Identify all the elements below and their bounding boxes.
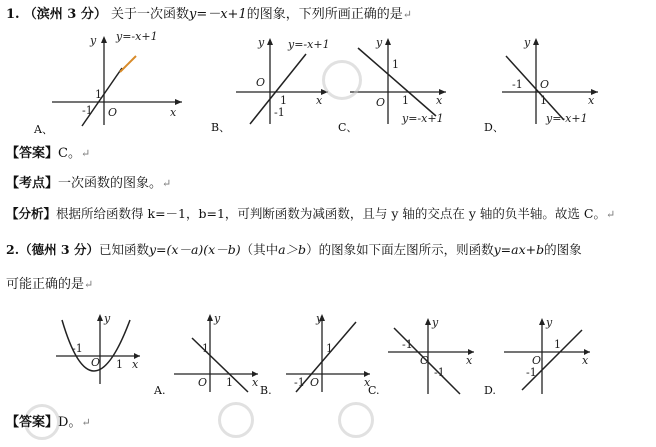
y-arrow-icon: [97, 314, 103, 321]
q2-question-mid2: ）的图象如下面左图所示，则函数: [306, 242, 494, 257]
y-label: y: [432, 316, 439, 329]
paragraph-mark: ↵: [402, 8, 412, 21]
y-label: y: [524, 36, 531, 49]
q2-graph-a: [170, 312, 262, 398]
y-arrow-icon: [425, 318, 431, 325]
q1-graph-a: [32, 30, 192, 134]
tick-label: -1: [82, 104, 93, 117]
origin-label: O: [376, 96, 386, 109]
q2-number: 2.: [6, 242, 20, 257]
paragraph-mark: ↵: [605, 208, 616, 221]
function-label: y=-x+1: [402, 112, 444, 125]
q2-option-d-label: D.: [484, 384, 496, 397]
q1-answer: [6, 145, 90, 163]
y-label: y: [316, 312, 323, 325]
q2-question-pre: 已知函数: [98, 242, 149, 257]
y-arrow-icon: [539, 318, 545, 325]
highlight-stroke: [120, 56, 136, 72]
x-label: x: [364, 376, 371, 389]
q2-graph-d: [500, 316, 596, 400]
tick-label: -1: [294, 376, 305, 389]
y-arrow-icon: [533, 38, 539, 45]
q2-answer: [6, 414, 91, 432]
tick-label: -1: [402, 338, 413, 351]
tick-label: -1: [72, 342, 83, 355]
function-label: y=-x+1: [546, 112, 588, 125]
q1-option-c-label: C、: [338, 121, 358, 134]
q2-option-b-label: B.: [260, 384, 272, 397]
watermark-logo: [218, 402, 254, 438]
q1-graph-d: [496, 34, 606, 130]
q2-line2: 可能正确的是: [6, 277, 85, 292]
paragraph-mark: ↵: [84, 278, 94, 291]
origin-label: O: [540, 78, 550, 91]
q1-source: （滨州 3 分）: [23, 7, 107, 22]
q1-question: [6, 6, 412, 24]
q2-question: [6, 241, 582, 259]
q1-kaodian: [6, 175, 171, 193]
tick-label: 1: [202, 342, 209, 355]
y-label: y: [104, 312, 111, 325]
q2-question-post: 的图象: [544, 242, 582, 257]
q2-function: y=(x－a)(x－b): [148, 242, 241, 257]
function-line: [296, 322, 356, 392]
watermark-logo: [338, 402, 374, 438]
answer-label: 【答案】: [6, 415, 59, 430]
q1-function: y=－x+1: [188, 7, 247, 22]
q2-graph-b-svg: [282, 312, 374, 394]
function-line: [522, 330, 582, 390]
q2-graph-b: [282, 312, 374, 398]
origin-label: O: [420, 354, 430, 367]
function-label: y=-x+1: [116, 30, 158, 43]
answer-value: D。: [58, 415, 82, 430]
tick-label: 1: [116, 358, 123, 371]
origin-label: O: [108, 106, 118, 119]
answer-label: 【答案】: [6, 146, 59, 161]
q2-question-line2: [6, 276, 93, 294]
q2-condition: a＞b: [278, 242, 307, 257]
q1-question-pre: 关于一次函数: [110, 7, 189, 22]
analysis-label: 【分析】: [6, 206, 57, 221]
q2-option-a-label: A.: [154, 384, 166, 397]
x-label: x: [582, 354, 589, 367]
origin-label: O: [256, 76, 266, 89]
origin-label: O: [91, 356, 101, 369]
watermark-logo: [322, 60, 362, 100]
tick-label: 1: [402, 94, 409, 107]
q1-graph-d-svg: [496, 34, 606, 126]
q1-analysis: [6, 205, 615, 224]
x-arrow-icon: [175, 99, 182, 105]
y-arrow-icon: [101, 36, 107, 43]
x-label: x: [588, 94, 595, 107]
function-label: y=-x+1: [288, 38, 330, 51]
q1-number: 1.: [6, 7, 20, 22]
tick-label: -1: [512, 78, 523, 91]
q1-option-b-label: B、: [211, 121, 231, 134]
q2-function2: y=ax+b: [493, 242, 545, 257]
kaodian-label: 【考点】: [6, 176, 59, 191]
x-label: x: [316, 94, 323, 107]
y-arrow-icon: [267, 38, 273, 45]
tick-label: -1: [526, 366, 537, 379]
x-label: x: [252, 376, 259, 389]
q2-graph-c: [384, 316, 480, 400]
q1-option-d-label: D、: [484, 121, 504, 134]
paragraph-mark: ↵: [80, 147, 91, 160]
y-label: y: [214, 312, 221, 325]
tick-label: 1: [280, 94, 287, 107]
q2-question-mid: （其中: [240, 242, 279, 257]
q1-option-a-label: A、: [34, 123, 53, 136]
x-label: x: [170, 106, 177, 119]
y-label: y: [258, 36, 265, 49]
q1-graph-a-svg: [32, 30, 192, 130]
tick-label: 1: [540, 94, 547, 107]
paragraph-mark: ↵: [162, 177, 172, 190]
y-arrow-icon: [385, 38, 391, 45]
answer-value: C。: [58, 146, 81, 161]
tick-label: -1: [274, 106, 285, 119]
origin-label: O: [198, 376, 208, 389]
kaodian-text: 一次函数的图象。: [58, 176, 163, 191]
tick-label: 1: [554, 338, 561, 351]
tick-label: -1: [434, 366, 445, 379]
origin-label: O: [310, 376, 320, 389]
x-label: x: [436, 94, 443, 107]
x-label: x: [132, 358, 139, 371]
origin-label: O: [532, 354, 542, 367]
tick-label: 1: [95, 88, 102, 101]
tick-label: 1: [326, 342, 333, 355]
analysis-text: 根据所给函数得 k=－1，b=1，可判断函数为减函数，且与 y 轴的交点在 y 轴的负半轴。故选 C。: [56, 206, 606, 221]
y-label: y: [376, 36, 383, 49]
q2-graph-a-svg: [170, 312, 262, 394]
q2-graph-d-svg: [500, 316, 596, 396]
y-arrow-icon: [207, 314, 213, 321]
paragraph-mark: ↵: [81, 416, 91, 429]
q2-option-c-label: C.: [368, 384, 380, 397]
q2-parabola-svg: [54, 312, 144, 388]
q2-graph-c-svg: [384, 316, 480, 396]
q2-parabola-graph: [54, 312, 144, 392]
tick-label: 1: [392, 58, 399, 71]
x-label: x: [466, 354, 473, 367]
q2-source: （德州 3 分）: [19, 242, 99, 257]
y-label: y: [546, 316, 553, 329]
y-label: y: [90, 34, 97, 47]
tick-label: 1: [226, 376, 233, 389]
q1-question-post: 的图象，下列所画正确的是: [246, 7, 403, 22]
